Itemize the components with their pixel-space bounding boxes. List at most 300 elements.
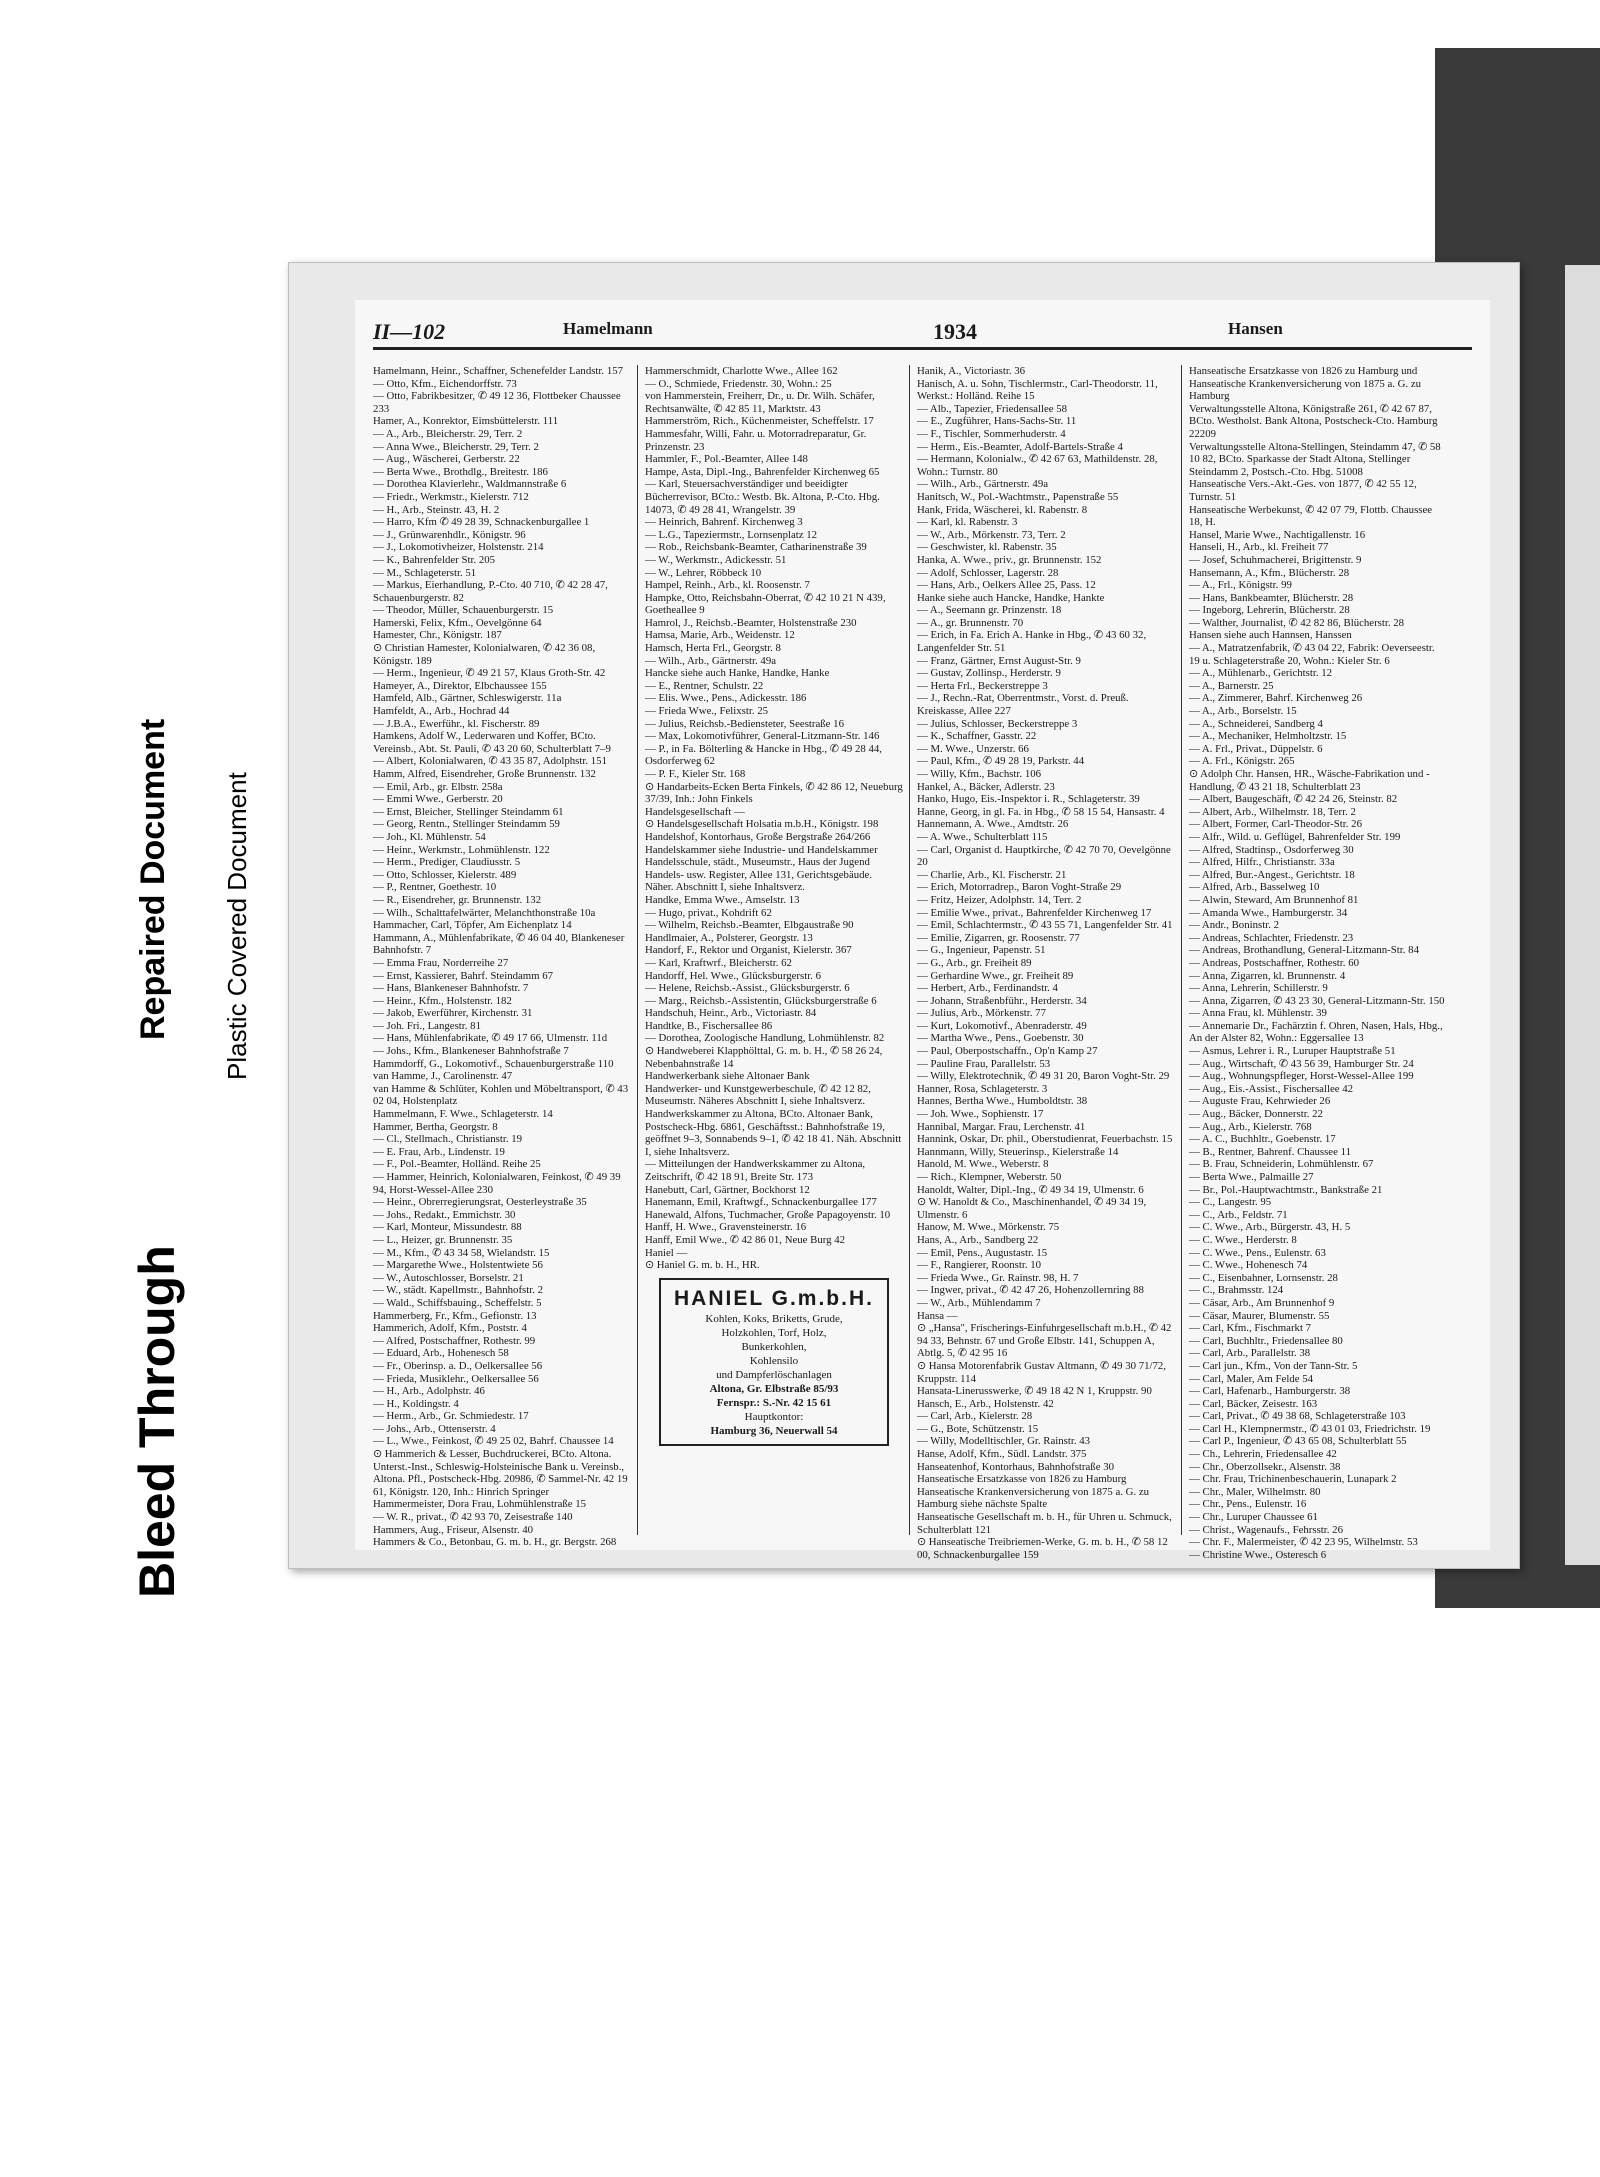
directory-entry: — P., in Fa. Bölterling & Hancke in Hbg., ✆ 49 28 44, Osdorferweg 62 xyxy=(645,742,882,768)
label-repaired-document: Repaired Document xyxy=(134,718,172,1040)
directory-entry: — Asmus, Lehrer i. R., Luruper Hauptstraße 51 xyxy=(1189,1045,1396,1058)
directory-entry: — Hans, Arb., Oelkers Allee 25, Pass. 12 xyxy=(917,579,1096,592)
directory-entry: — A., Schneiderei, Sandberg 4 xyxy=(1189,717,1323,730)
directory-entry: Hammdorff, G., Lokomotivf., Schauenburgerstraße 110 xyxy=(373,1057,614,1070)
directory-entry: — Andreas, Schlachter, Friedenstr. 23 xyxy=(1189,931,1354,944)
directory-entry: Handwerker- und Kunstgewerbeschule, ✆ 42 12 82, Museumstr. Näheres Abschnitt I, siehe Inhaltsverz. xyxy=(645,1082,871,1108)
directory-entry: van Hamme, J., Carolinenstr. 47 xyxy=(373,1070,513,1083)
directory-entry: von Hammerstein, Freiherr, Dr., u. Dr. Wilh. Schäfer, Rechtsanwälte, ✆ 42 85 11, Marktstr. 43 xyxy=(645,390,875,415)
column-divider xyxy=(1181,365,1182,1535)
directory-entry: — Johs., Redakt., Emmichstr. 30 xyxy=(373,1208,516,1221)
directory-entry: — Andreas, Postschaffner, Rothestr. 60 xyxy=(1189,956,1359,969)
directory-entry: — Wilhelm, Reichsb.-Beamter, Elbgaustraße 90 xyxy=(645,919,854,932)
directory-entry: Hanseatische Ersatzkasse von 1826 zu Hamburg und xyxy=(1189,365,1418,377)
directory-entry: — Albert, Baugeschäft, ✆ 42 24 26, Steinstr. 82 xyxy=(1189,793,1398,806)
ad-title: HANIEL G.m.b.H. xyxy=(674,1286,874,1310)
directory-entry: — Ingwer, privat., ✆ 42 47 26, Hohenzollernring 88 xyxy=(917,1284,1144,1297)
directory-entry: — Johs., Arb., Ottenserstr. 4 xyxy=(373,1422,496,1435)
directory-entry: Hamerski, Felix, Kfm., Oevelgönne 64 xyxy=(373,616,542,629)
directory-entry: Hampke, Otto, Reichsbahn-Oberrat, ✆ 42 10 21 N 439, Goetheallee 9 xyxy=(645,591,886,617)
directory-entry: — Friedr., Werkmstr., Kielerstr. 712 xyxy=(373,490,529,503)
directory-entry: — Karl, kl. Rabenstr. 3 xyxy=(917,516,1018,529)
directory-entry: — Cl., Stellmach., Christianstr. 19 xyxy=(373,1133,523,1146)
directory-entry: — Rich., Klempner, Weberstr. 50 xyxy=(917,1171,1062,1183)
directory-entry: ⊙ Hammerich & Lesser, Buchdruckerei, BCto. Altona. Unterst.-Inst., Schleswig-Holsteinische Bank u. Vereinsb., Altona. Pfl., Postscheck-Hbg. 20986, ✆ Sammel-Nr. 42 19 61, Königstr. 120, Inh.: Hinrich Springer xyxy=(373,1448,628,1498)
directory-entry: — A., Seemann gr. Prinzenstr. 18 xyxy=(917,604,1062,617)
directory-entry: — Emil, Pens., Augustastr. 15 xyxy=(917,1246,1048,1259)
directory-entry: — Emilie, Zigarren, gr. Roosenstr. 77 xyxy=(917,931,1080,944)
directory-entry: — Otto, Kfm., Eichendorffstr. 73 xyxy=(373,377,517,390)
directory-entry: — Markus, Eierhandlung, P.-Cto. 40 710, ✆ 42 28 47, Schauenburgerstr. 82 xyxy=(373,579,608,604)
directory-entry: — Alfred, Postschaffner, Rothestr. 99 xyxy=(373,1334,536,1347)
directory-entry: — P., Rentner, Goethestr. 10 xyxy=(373,881,497,894)
directory-entry: — Johs., Kfm., Blankeneser Bahnhofstraße 7 xyxy=(373,1045,569,1058)
directory-entry: — Carl, Privat., ✆ 49 38 68, Schlageterstraße 103 xyxy=(1189,1410,1406,1423)
directory-entry: — Carl, Bäcker, Zeisestr. 163 xyxy=(1189,1397,1318,1410)
directory-entry: — C., Langestr. 95 xyxy=(1189,1196,1272,1209)
directory-entry: — Carl, Arb., Parallelstr. 38 xyxy=(1189,1347,1311,1360)
label-plastic-covered: Plastic Covered Document xyxy=(222,772,252,1080)
directory-entry: Verwaltungsstelle Altona, Königstraße 261, ✆ 42 67 87, BCto. Westholst. Bank Altona, Postscheck-Cto. Hamburg 22209 xyxy=(1189,402,1438,440)
directory-entry: — Berta Wwe., Brothdlg., Breitestr. 186 xyxy=(373,465,548,478)
directory-entry: — J., Grünwarenhdlr., Königstr. 96 xyxy=(373,528,526,541)
directory-entry: — Br., Pol.-Hauptwachtmstr., Bankstraße 21 xyxy=(1189,1183,1383,1196)
directory-entry: — K., Schaffner, Gasstr. 22 xyxy=(917,730,1037,743)
directory-entry: — E., Rentner, Schulstr. 22 xyxy=(645,679,764,692)
directory-entry: — Heinr., Kfm., Holstenstr. 182 xyxy=(373,994,512,1007)
directory-entry: ⊙ „Hansa", Frischerings-Einfuhrgesellschaft m.b.H., ✆ 42 94 33, Behnstr. 67 und Große Elbstr. 141, Schuppen A, Abtlg. 5, ✆ 42 95 16 xyxy=(917,1322,1172,1360)
directory-entry: Hanke siehe auch Hancke, Handke, Hankte xyxy=(917,591,1105,604)
directory-entry: Hameyer, A., Direktor, Elbchaussee 155 xyxy=(373,679,547,692)
directory-entry: Handels- usw. Register, Allee 131, Gerichtsgebäude. Näher. Abschnitt I, siehe Inhaltsverz. xyxy=(645,868,873,894)
directory-entry: — Adolf, Schlosser, Lagerstr. 28 xyxy=(917,566,1059,579)
directory-entry: — A., Arb., Borselstr. 15 xyxy=(1189,705,1297,718)
directory-entry: — F., Rangierer, Roonstr. 10 xyxy=(917,1259,1042,1272)
column-divider xyxy=(637,365,638,1535)
directory-entry: — Aug., Bäcker, Donnerstr. 22 xyxy=(1189,1108,1323,1121)
directory-entry: — Cäsar, Maurer, Blumenstr. 55 xyxy=(1189,1309,1330,1322)
directory-entry: — Helene, Reichsb.-Assist., Glücksburgerstr. 6 xyxy=(645,982,850,995)
directory-entry: — Gerhardine Wwe., gr. Freiheit 89 xyxy=(917,969,1074,982)
directory-entry: — Kurt, Lokomotivf., Abenraderstr. 49 xyxy=(917,1019,1087,1032)
directory-entry: — A. C., Buchhltr., Goebenstr. 17 xyxy=(1189,1133,1336,1146)
directory-entry: — C., Arb., Feldstr. 71 xyxy=(1189,1208,1288,1221)
directory-entry: — Heinr., Obrerregierungsrat, Oesterleystraße 35 xyxy=(373,1196,587,1209)
directory-entry: — Aug., Eis.-Assist., Fischersallee 42 xyxy=(1189,1082,1354,1095)
directory-entry: Handorf, F., Rektor und Organist, Kielerstr. 367 xyxy=(645,944,852,957)
directory-entry: — Julius, Schlosser, Beckerstreppe 3 xyxy=(917,717,1078,730)
directory-entry: — Cäsar, Arb., Am Brunnenhof 9 xyxy=(1189,1296,1335,1309)
directory-entry: — W., Autoschlosser, Borselstr. 21 xyxy=(373,1271,524,1284)
directory-entry: — Carl, Maler, Am Felde 54 xyxy=(1189,1372,1314,1385)
directory-entry: — L.G., Tapeziermstr., Lornsenplatz 12 xyxy=(645,528,818,541)
directory-entry: — C., Eisenbahner, Lornsenstr. 28 xyxy=(1189,1271,1338,1284)
directory-entry: — Chr., Oberzollsekr., Alsenstr. 38 xyxy=(1189,1460,1341,1473)
directory-entry: — Eduard, Arb., Hohenesch 58 xyxy=(373,1347,509,1360)
directory-page xyxy=(355,300,1490,1561)
directory-entry: — Hans, Bankbeamter, Blücherstr. 28 xyxy=(1189,591,1354,604)
directory-entry: — Herbert, Arb., Ferdinandstr. 4 xyxy=(917,982,1058,995)
directory-entry: — C., Brahmsstr. 124 xyxy=(1189,1284,1284,1297)
directory-entry: — Willy, Elektrotechnik, ✆ 49 31 20, Baron Voght-Str. 29 xyxy=(917,1070,1170,1083)
directory-entry: — Charlie, Arb., Kl. Fischerstr. 21 xyxy=(917,868,1067,881)
directory-entry: — Martha Wwe., Pens., Goebenstr. 30 xyxy=(917,1032,1084,1045)
directory-entry: — Otto, Fabrikbesitzer, ✆ 49 12 36, Flottbeker Chaussee 233 xyxy=(373,390,621,415)
directory-entry: — F., Pol.-Beamter, Holländ. Reihe 25 xyxy=(373,1158,541,1171)
directory-entry: — A. Frl., Privat., Düppelstr. 6 xyxy=(1189,742,1323,755)
directory-entry: — A., Mechaniker, Helmholtzstr. 15 xyxy=(1189,730,1347,743)
directory-entry: Hamsch, Herta Frl., Georgstr. 8 xyxy=(645,642,781,655)
directory-entry: — Elis. Wwe., Pens., Adickesstr. 186 xyxy=(645,692,807,705)
directory-entry: Hammerich, Adolf, Kfm., Poststr. 4 xyxy=(373,1322,527,1335)
directory-entry: Hanisch, A. u. Sohn, Tischlermstr., Carl-Theodorstr. 11, Werkst.: Holländ. Reihe 15 xyxy=(917,377,1158,403)
directory-entry: — Hans, Mühlenfabrikate, ✆ 49 17 66, Ulmenstr. 11d xyxy=(373,1032,608,1045)
ad-line: Bunkerkohlen, xyxy=(741,1340,807,1353)
directory-entry: — Carl, Hafenarb., Hamburgerstr. 38 xyxy=(1189,1385,1351,1398)
column-4 xyxy=(1189,365,1447,1561)
directory-entry: — J., Rechn.-Rat, Oberrentmstr., Vorst. d. Preuß. Kreiskasse, Allee 227 xyxy=(917,692,1129,718)
directory-entry: Hamsa, Marie, Arb., Weidenstr. 12 xyxy=(645,629,795,642)
directory-entry: Handelsschule, städt., Museumstr., Haus der Jugend xyxy=(645,856,870,869)
directory-entry: — O., Schmiede, Friedenstr. 30, Wohn.: 25 xyxy=(645,377,832,390)
directory-entry: — Harro, Kfm ✆ 49 28 39, Schnackenburgallee 1 xyxy=(373,516,590,529)
directory-entry: — B., Rentner, Bahrenf. Chaussee 11 xyxy=(1189,1145,1351,1158)
directory-entry: — Pauline Frau, Parallelstr. 53 xyxy=(917,1057,1051,1070)
directory-entry: Hanseatische Werbekunst, ✆ 42 07 79, Flottb. Chaussee 18, H. xyxy=(1189,503,1433,529)
directory-entry: ⊙ Christian Hamester, Kolonialwaren, ✆ 42 36 08, Königstr. 189 xyxy=(373,642,596,667)
directory-entry: Hansel, Marie Wwe., Nachtigallenstr. 16 xyxy=(1189,528,1366,541)
directory-entry: Hammacher, Carl, Töpfer, Am Eichenplatz 14 xyxy=(373,919,572,932)
column-3 xyxy=(917,365,1175,1561)
directory-entry: — W., Werkmstr., Adickesstr. 51 xyxy=(645,553,787,566)
directory-entry: — Herm., Ingenieur, ✆ 49 21 57, Klaus Groth-Str. 42 xyxy=(373,667,606,680)
directory-entry: ⊙ Handelsgesellschaft Holsatia m.b.H., Königstr. 198 xyxy=(645,818,879,831)
directory-entry: Hammerschmidt, Charlotte Wwe., Allee 162 xyxy=(645,365,838,377)
directory-entry: — Christ., Wagenaufs., Fehrsstr. 26 xyxy=(1189,1523,1343,1536)
directory-entry: Handelskammer siehe Industrie- und Handelskammer xyxy=(645,843,878,856)
directory-entry: Handorff, Hel. Wwe., Glücksburgerstr. 6 xyxy=(645,969,822,982)
directory-entry: Hammerström, Rich., Küchenmeister, Scheffelstr. 17 xyxy=(645,415,874,428)
directory-entry: — Margarethe Wwe., Holstentwiete 56 xyxy=(373,1259,543,1272)
directory-entry: ⊙ Adolph Chr. Hansen, HR., Wäsche-Fabrikation und -Handlung, ✆ 43 21 18, Schulterblatt 23 xyxy=(1189,768,1430,793)
ad-line: Hauptkontor: xyxy=(744,1410,804,1423)
page-number: II—102 xyxy=(373,319,446,344)
ad-line: Kohlen, Koks, Briketts, Grude, xyxy=(705,1312,843,1325)
directory-entry: Hanner, Rosa, Schlageterstr. 3 xyxy=(917,1082,1048,1095)
ad-line: und Dampferlöschanlagen xyxy=(716,1368,832,1381)
directory-entry: Hannemann, A. Wwe., Amdtstr. 26 xyxy=(917,818,1069,831)
directory-entry: — Joh. Wwe., Sophienstr. 17 xyxy=(917,1108,1044,1121)
directory-entry: — Alfred, Bur.-Angest., Gerichtstr. 18 xyxy=(1189,868,1355,881)
directory-entry: — Hans, Blankeneser Bahnhofstr. 7 xyxy=(373,982,529,995)
directory-entry: — Aug., Wirtschaft, ✆ 43 56 39, Hamburger Str. 24 xyxy=(1189,1057,1414,1070)
directory-entry: Hannink, Oskar, Dr. phil., Oberstudienrat, Feuerbachstr. 15 xyxy=(917,1133,1173,1146)
directory-entry: — A., Frl., Königstr. 99 xyxy=(1189,579,1292,592)
header-right-word: Hansen xyxy=(1228,319,1283,338)
directory-entry: Hamfeld, Alb., Gärtner, Schleswigerstr. 11a xyxy=(373,692,562,705)
directory-entry: — P. F., Kieler Str. 168 xyxy=(645,768,746,780)
directory-entry: — Emilie Wwe., privat., Bahrenfelder Kirchenweg 17 xyxy=(917,906,1152,919)
directory-entry: — Johann, Straßenbführ., Herderstr. 34 xyxy=(917,994,1087,1007)
directory-entry: — Albert, Former, Carl-Theodor-Str. 26 xyxy=(1189,818,1362,831)
directory-entry: — Dorothea, Zoologische Handlung, Lohmühlenstr. 82 xyxy=(645,1032,885,1045)
directory-entry: — Wilh., Schalttafelwärter, Melanchthonstraße 10a xyxy=(373,906,596,919)
directory-entry: — Aug., Arb., Kielerstr. 768 xyxy=(1189,1120,1312,1133)
directory-entry: Hammelmann, F. Wwe., Schlageterstr. 14 xyxy=(373,1108,553,1121)
directory-entry: — C. Wwe., Arb., Bürgerstr. 43, H. 5 xyxy=(1189,1221,1351,1234)
directory-entry: — Erich, Motorradrep., Baron Voght-Straße 29 xyxy=(917,881,1122,894)
directory-entry: — C. Wwe., Herderstr. 8 xyxy=(1189,1233,1297,1246)
directory-entry: — J.B.A., Ewerführ., kl. Fischerstr. 89 xyxy=(373,717,540,730)
directory-entry: Hannibal, Margar. Frau, Lerchenstr. 41 xyxy=(917,1120,1086,1133)
directory-entry: — Heinrich, Bahrenf. Kirchenweg 3 xyxy=(645,516,803,529)
directory-entry: — Chr. F., Malermeister, ✆ 42 23 95, Wilhelmstr. 53 xyxy=(1189,1536,1418,1549)
directory-entry: — C. Wwe., Hohenesch 74 xyxy=(1189,1259,1308,1272)
directory-entry: Handlmaier, A., Polsterer, Georgstr. 13 xyxy=(645,931,813,944)
column-2 xyxy=(645,365,903,1535)
directory-entry: — L., Heizer, gr. Brunnenstr. 35 xyxy=(373,1233,513,1246)
directory-entry: — Andreas, Brothandlung, General-Litzmann-Str. 84 xyxy=(1189,944,1419,957)
directory-entry: ⊙ Haniel G. m. b. H., HR. xyxy=(645,1259,760,1272)
directory-entry: Hampe, Asta, Dipl.-Ing., Bahrenfelder Kirchenweg 65 xyxy=(645,465,880,478)
directory-entry: Hamrol, J., Reichsb.-Beamter, Holstenstraße 230 xyxy=(645,616,857,629)
directory-entry: Hanik, A., Victoriastr. 36 xyxy=(917,365,1026,377)
directory-entry: — A., Zimmerer, Bahrf. Kirchenweg 26 xyxy=(1189,692,1363,705)
directory-entry: Hansa — xyxy=(917,1309,958,1322)
directory-entry: Hanff, Emil Wwe., ✆ 42 86 01, Neue Burg 42 xyxy=(645,1233,846,1246)
ad-line: Fernspr.: S.-Nr. 42 15 61 xyxy=(716,1396,832,1409)
directory-entry: — Carl, Buchhltr., Friedensallee 80 xyxy=(1189,1334,1343,1347)
directory-entry: — Fr., Oberinsp. a. D., Oelkersallee 56 xyxy=(373,1359,543,1372)
directory-entry: — Julius, Reichsb.-Bediensteter, Seestraße 16 xyxy=(645,717,844,730)
directory-entry: Handtke, B., Fischersallee 86 xyxy=(645,1019,773,1032)
directory-entry: — Anna, Zigarren, kl. Brunnenstr. 4 xyxy=(1189,969,1346,982)
directory-entry: — Dorothea Klavierlehr., Waldmannstraße 6 xyxy=(373,478,567,491)
directory-entry: — Franz, Gärtner, Ernst August-Str. 9 xyxy=(917,654,1081,667)
directory-entry: — Wilh., Arb., Gärtnerstr. 49a xyxy=(917,478,1049,491)
directory-entry: — Fritz, Heizer, Adolphstr. 14, Terr. 2 xyxy=(917,893,1082,906)
column-1 xyxy=(373,365,631,1549)
directory-entry: — A. Wwe., Schulterblatt 115 xyxy=(917,830,1048,843)
directory-entry: Hansata-Linerusswerke, ✆ 49 18 42 N 1, Kruppstr. 90 xyxy=(917,1385,1152,1398)
directory-entry: Verwaltungsstelle Altona-Stellingen, Steindamm 47, ✆ 58 10 82, BCto. Sparkasse der Stadt Altona, Stellinger Steindamm 2, Postsch.-Cto. Hbg. 51008 xyxy=(1189,440,1441,478)
directory-entry: Hannmann, Willy, Steuerinsp., Kielerstraße 14 xyxy=(917,1145,1119,1158)
label-bleed-through: Bleed Through xyxy=(129,1245,185,1598)
directory-entry: Hammler, F., Pol.-Beamter, Allee 148 xyxy=(645,453,808,466)
directory-entry: — A., Barnerstr. 25 xyxy=(1189,679,1274,692)
directory-entry: — Anna, Zigarren, ✆ 43 23 30, General-Litzmann-Str. 150 xyxy=(1189,994,1445,1007)
directory-entry: — Berta Wwe., Palmaille 27 xyxy=(1189,1171,1314,1183)
directory-entry: — Carl, Kfm., Fischmarkt 7 xyxy=(1189,1322,1312,1335)
directory-entry: Hamester, Chr., Königstr. 187 xyxy=(373,629,502,642)
directory-entry: Hanseatenhof, Kontorhaus, Bahnhofstraße 30 xyxy=(917,1460,1114,1473)
directory-entry: Hamfeldt, A., Arb., Hochrad 44 xyxy=(373,705,510,718)
directory-entry: — Josef, Schuhmacherei, Brigittenstr. 9 xyxy=(1189,553,1362,566)
directory-entry: — Julius, Arb., Mörkenstr. 77 xyxy=(917,1007,1046,1020)
directory-entry: — Albert, Arb., Wilhelmstr. 18, Terr. 2 xyxy=(1189,805,1356,818)
directory-entry: Hansemann, A., Kfm., Blücherstr. 28 xyxy=(1189,566,1350,579)
directory-entry: — Willy, Kfm., Bachstr. 106 xyxy=(917,768,1042,780)
directory-entry: — Frieda Wwe., Felixstr. 25 xyxy=(645,705,769,718)
directory-entry: — Carl, Organist d. Hauptkirche, ✆ 42 70 70, Oevelgönne 20 xyxy=(917,843,1171,869)
directory-entry: Hanseatische Krankenversicherung von 1875 a. G. zu Hamburg siehe nächste Spalte xyxy=(917,1485,1150,1511)
directory-entry: — Erich, in Fa. Erich A. Hanke in Hbg., ✆ 43 60 32, Langenfelder Str. 51 xyxy=(917,629,1147,655)
directory-entry: — Walther, Journalist, ✆ 42 82 86, Blücherstr. 28 xyxy=(1189,616,1405,629)
directory-entry: — Willy, Modelltischler, Gr. Rainstr. 43 xyxy=(917,1435,1091,1448)
directory-entry: — Theodor, Müller, Schauenburgerstr. 15 xyxy=(373,604,554,617)
directory-entry: — Carl H., Klempnermstr., ✆ 43 01 03, Friedrichstr. 19 xyxy=(1189,1422,1431,1435)
directory-entry: — R., Eisendreher, gr. Brunnenstr. 132 xyxy=(373,893,542,906)
directory-entry: — Joh. Fri., Langestr. 81 xyxy=(373,1019,481,1032)
directory-entry: Hanemann, Emil, Kraftwgf., Schnackenburgallee 177 xyxy=(645,1196,877,1209)
directory-entry: — Anna, Lehrerin, Schillerstr. 9 xyxy=(1189,982,1328,995)
directory-entry: — Hugo, privat., Kohdrift 62 xyxy=(645,906,772,919)
directory-entry: — Chr., Pens., Eulenstr. 16 xyxy=(1189,1498,1307,1511)
directory-entry: — Aug., Wäscherei, Gerberstr. 22 xyxy=(373,453,520,466)
directory-entry: — Herm., Eis.-Beamter, Adolf-Bartels-Straße 4 xyxy=(917,440,1123,453)
directory-entry: Hanseatische Vers.-Akt.-Ges. von 1877, ✆ 42 55 12, Turnstr. 51 xyxy=(1189,478,1417,503)
directory-entry: Hammers, Aug., Friseur, Alsenstr. 40 xyxy=(373,1523,534,1536)
directory-entry: — A., Arb., Bleicherstr. 29, Terr. 2 xyxy=(373,427,523,440)
directory-entry: — A. Frl., Königstr. 265 xyxy=(1189,755,1295,768)
directory-entry: ⊙ Handarbeits-Ecken Berta Finkels, ✆ 42 86 12, Neueburg 37/39, Inh.: John Finkels xyxy=(645,780,903,806)
directory-entry: Hammerberg, Fr., Kfm., Gefionstr. 13 xyxy=(373,1309,537,1322)
directory-entry: Hanewald, Alfons, Tuchmacher, Große Papagoyenstr. 10 xyxy=(645,1208,891,1221)
directory-entry: — Herta Frl., Beckerstreppe 3 xyxy=(917,679,1048,692)
directory-entry: — Wilh., Arb., Gärtnerstr. 49a xyxy=(645,654,777,667)
directory-entry: — Anna Frau, kl. Mühlenstr. 39 xyxy=(1189,1007,1327,1020)
directory-entry: Hanka, A. Wwe., priv., gr. Brunnenstr. 152 xyxy=(917,553,1102,566)
directory-entry: Hanebutt, Carl, Gärtner, Bockhorst 12 xyxy=(645,1183,810,1196)
haniel-advertisement xyxy=(659,1278,889,1446)
ad-line: Altona, Gr. Elbstraße 85/93 xyxy=(709,1382,839,1395)
directory-entry: Hans, A., Arb., Sandberg 22 xyxy=(917,1233,1039,1246)
directory-entry: — Karl, Kraftwrf., Bleicherstr. 62 xyxy=(645,956,792,969)
directory-entry: — E., Zugführer, Hans-Sachs-Str. 11 xyxy=(917,415,1077,428)
directory-entry: ⊙ Handweberei Klapphölttal, G. m. b. H., ✆ 58 26 24, Nebenbahnstraße 14 xyxy=(645,1045,883,1070)
directory-entry: — Rob., Reichsbank-Beamter, Catharinenstraße 39 xyxy=(645,541,867,554)
directory-entry: — Mitteilungen der Handwerkskammer zu Altona, Zeitschrift, ✆ 42 18 91, Breite Str. 173 xyxy=(645,1158,866,1183)
directory-entry: — A., gr. Brunnenstr. 70 xyxy=(917,616,1024,629)
directory-entry: Hanoldt, Walter, Dipl.-Ing., ✆ 49 34 19, Ulmenstr. 6 xyxy=(917,1183,1144,1196)
directory-entry: — A., Mühlenarb., Gerichtstr. 12 xyxy=(1189,667,1333,680)
directory-entry: — Frieda Wwe., Gr. Rainstr. 98, H. 7 xyxy=(917,1271,1079,1284)
directory-entry: — Chr., Maler, Wilhelmstr. 80 xyxy=(1189,1485,1321,1498)
directory-entry: — Carl, Arb., Kielerstr. 28 xyxy=(917,1410,1033,1423)
directory-entry: ⊙ Hansa Motorenfabrik Gustav Altmann, ✆ 49 30 71/72, Kruppstr. 114 xyxy=(917,1359,1166,1385)
header-year: 1934 xyxy=(933,319,977,344)
directory-entry: — Carl jun., Kfm., Von der Tann-Str. 5 xyxy=(1189,1359,1358,1372)
directory-entry: Handwerkerbank siehe Altonaer Bank xyxy=(645,1070,810,1083)
directory-entry: Hanow, M. Wwe., Mörkenstr. 75 xyxy=(917,1221,1060,1234)
directory-entry: — Karl, Monteur, Missundestr. 88 xyxy=(373,1221,522,1234)
directory-entry: — Carl P., Ingenieur, ✆ 43 65 08, Schulterblatt 55 xyxy=(1189,1435,1407,1448)
page-header xyxy=(373,315,1472,350)
directory-entry: — Chr., Luruper Chaussee 61 xyxy=(1189,1511,1318,1524)
directory-entry: — F., Tischler, Sommerhuderstr. 4 xyxy=(917,427,1066,440)
directory-entry: — W., Arb., Mühlendamm 7 xyxy=(917,1296,1041,1309)
directory-entry: — Auguste Frau, Kehrwieder 26 xyxy=(1189,1095,1331,1108)
directory-entry: Hanko, Hugo, Eis.-Inspektor i. R., Schlageterstr. 39 xyxy=(917,793,1140,806)
directory-entry: Hanne, Georg, in gl. Fa. in Hbg., ✆ 58 15 54, Hansastr. 4 xyxy=(917,805,1165,818)
directory-entry: Hammann, A., Mühlenfabrikate, ✆ 46 04 40, Blankeneser Bahnhofstr. 7 xyxy=(373,931,625,957)
directory-entry: — Alfred, Arb., Basselweg 10 xyxy=(1189,881,1320,894)
directory-entry: Hannes, Bertha Wwe., Humboldtstr. 38 xyxy=(917,1095,1088,1108)
directory-entry: Hansch, E., Arb., Holstenstr. 42 xyxy=(917,1397,1054,1410)
directory-entry: ⊙ Hanseatische Treibriemen-Werke, G. m. b. H., ✆ 58 12 00, Schnackenburgallee 159 xyxy=(917,1536,1168,1561)
directory-entry: — Andr., Boninstr. 2 xyxy=(1189,919,1279,932)
directory-entry: — Marg., Reichsb.-Assistentin, Glücksburgerstraße 6 xyxy=(645,994,877,1007)
directory-entry: — Anna Wwe., Bleicherstr. 29, Terr. 2 xyxy=(373,440,539,453)
directory-entry: Hanseli, H., Arb., kl. Freiheit 77 xyxy=(1189,541,1329,554)
ad-line: Hamburg 36, Neuerwall 54 xyxy=(710,1424,838,1437)
directory-entry: Hankel, A., Bäcker, Adlerstr. 23 xyxy=(917,780,1055,793)
directory-entry: — Max, Lokomotivführer, General-Litzmann-Str. 146 xyxy=(645,730,880,743)
directory-entry: Hanseatische Gesellschaft m. b. H., für Uhren u. Schmuck, Schulterblatt 121 xyxy=(917,1511,1172,1536)
directory-entry: Hanitsch, W., Pol.-Wachtmstr., Papenstraße 55 xyxy=(917,490,1119,503)
directory-entry: — Jakob, Ewerführer, Kirchenstr. 31 xyxy=(373,1007,533,1020)
directory-entry: — Ernst, Kassierer, Bahrf. Steindamm 67 xyxy=(373,969,554,982)
directory-entry: — Emmi Wwe., Gerberstr. 20 xyxy=(373,793,503,806)
directory-entry: — Hammer, Heinrich, Kolonialwaren, Feinkost, ✆ 49 39 94, Horst-Wessel-Allee 230 xyxy=(373,1171,621,1196)
directory-entry: — M. Wwe., Unzerstr. 66 xyxy=(917,742,1029,755)
directory-entry: — G., Arb., gr. Freiheit 89 xyxy=(917,956,1032,969)
directory-entry: — H., Arb., Adolphstr. 46 xyxy=(373,1385,485,1398)
directory-entry: — Amanda Wwe., Hamburgerstr. 34 xyxy=(1189,906,1348,919)
directory-entry: — Albert, Kolonialwaren, ✆ 43 35 87, Adolphstr. 151 xyxy=(373,755,607,768)
directory-entry: — Annemarie Dr., Fachärztin f. Ohren, Nasen, Hals, Hbg., An der Alster 82, Wohn.: Eggersallee 13 xyxy=(1189,1019,1443,1045)
directory-entry: — Chr. Frau, Trichinenbeschauerin, Lunapark 2 xyxy=(1189,1473,1397,1486)
directory-entry: — G., Ingenieur, Papenstr. 51 xyxy=(917,944,1046,957)
directory-entry: — Otto, Schlosser, Kielerstr. 489 xyxy=(373,868,517,881)
directory-entry: — Gustav, Zollinsp., Herderstr. 9 xyxy=(917,667,1061,680)
directory-entry: Haniel — xyxy=(645,1246,688,1259)
directory-entry: Handwerkskammer zu Altona, BCto. Altonaer Bank, Postscheck-Hbg. 6861, Geschäftsst.: Bahnhofstraße 19, geöffnet 9–3, Sonnabends 9–1, ✆ 42 18 41. Näh. Abschnitt I, siehe Inhaltsverz. xyxy=(645,1108,902,1158)
directory-entry: — Hermann, Kolonialw., ✆ 42 67 63, Mathildenstr. 28, Wohn.: Turnstr. 80 xyxy=(917,453,1158,478)
directory-entry: — Alb., Tapezier, Friedensallee 58 xyxy=(917,402,1068,415)
directory-entry: — K., Bahrenfelder Str. 205 xyxy=(373,553,496,566)
directory-entry: Handke, Emma Wwe., Amselstr. 13 xyxy=(645,893,800,906)
next-page-edge xyxy=(1565,265,1600,1565)
directory-entry: Hammer, Bertha, Georgstr. 8 xyxy=(373,1120,498,1133)
directory-entry: Hanseatische Krankenversicherung von 1875 a. G. zu Hamburg xyxy=(1189,377,1422,403)
directory-entry: — M., Kfm., ✆ 43 34 58, Wielandstr. 15 xyxy=(373,1246,550,1259)
directory-entry: — H., Arb., Steinstr. 43, H. 2 xyxy=(373,503,500,516)
directory-entry: — Christine Wwe., Osteresch 6 xyxy=(1189,1548,1327,1561)
directory-entry: — B. Frau, Schneiderin, Lohmühlenstr. 67 xyxy=(1189,1158,1374,1171)
directory-entry: — Karl, Steuersachverständiger und beeidigter Bücherrevisor, BCto.: Westb. Bk. Altona, P.-Cto. Hbg. 14073, ✆ 49 28 41, Wrangelstr. 39 xyxy=(645,478,880,516)
directory-entry: Hammers & Co., Betonbau, G. m. b. H., gr. Bergstr. 268 xyxy=(373,1536,617,1549)
directory-entry: Hampel, Reinh., Arb., kl. Roosenstr. 7 xyxy=(645,579,810,592)
directory-entry: Hamer, A., Konrektor, Eimsbüttelerstr. 111 xyxy=(373,415,559,428)
directory-entry: Hansen siehe auch Hannsen, Hanssen xyxy=(1189,629,1352,642)
directory-entry: Hamelmann, Heinr., Schaffner, Schenefelder Landstr. 157 xyxy=(373,365,624,377)
directory-entry: — M., Schlageterstr. 51 xyxy=(373,566,477,579)
directory-entry: — Aug., Wohnungspfleger, Horst-Wessel-Allee 199 xyxy=(1189,1070,1414,1083)
directory-entry: — Emil, Schlachtermstr., ✆ 43 55 71, Langenfelder Str. 41 xyxy=(917,919,1173,932)
directory-entry: Hammesfahr, Willi, Fahr. u. Motorradreparatur, Gr. Prinzenstr. 23 xyxy=(645,427,867,453)
directory-entry: Hank, Frida, Wäscherei, kl. Rabenstr. 8 xyxy=(917,503,1088,516)
directory-entry: — H., Koldingstr. 4 xyxy=(373,1397,459,1410)
directory-entry: Handelshof, Kontorhaus, Große Bergstraße 264/266 xyxy=(645,830,871,843)
directory-entry: — Geschwister, kl. Rabenstr. 35 xyxy=(917,541,1057,554)
directory-entry: Hammermeister, Dora Frau, Lohmühlenstraße 15 xyxy=(373,1498,587,1511)
header-left-word: Hamelmann xyxy=(563,319,653,338)
directory-entry: — Alfred, Hilfr., Christianstr. 33a xyxy=(1189,856,1335,869)
directory-entry: Hamkens, Adolf W., Lederwaren und Koffer, BCto. Vereinsb., Abt. St. Pauli, ✆ 43 20 60, Schulterblatt 7–9 xyxy=(373,730,611,755)
directory-entry: — Alfr., Wild. u. Geflügel, Bahrenfelder Str. 199 xyxy=(1189,830,1401,843)
directory-entry: — Herm., Arb., Gr. Schmiedestr. 17 xyxy=(373,1410,529,1423)
